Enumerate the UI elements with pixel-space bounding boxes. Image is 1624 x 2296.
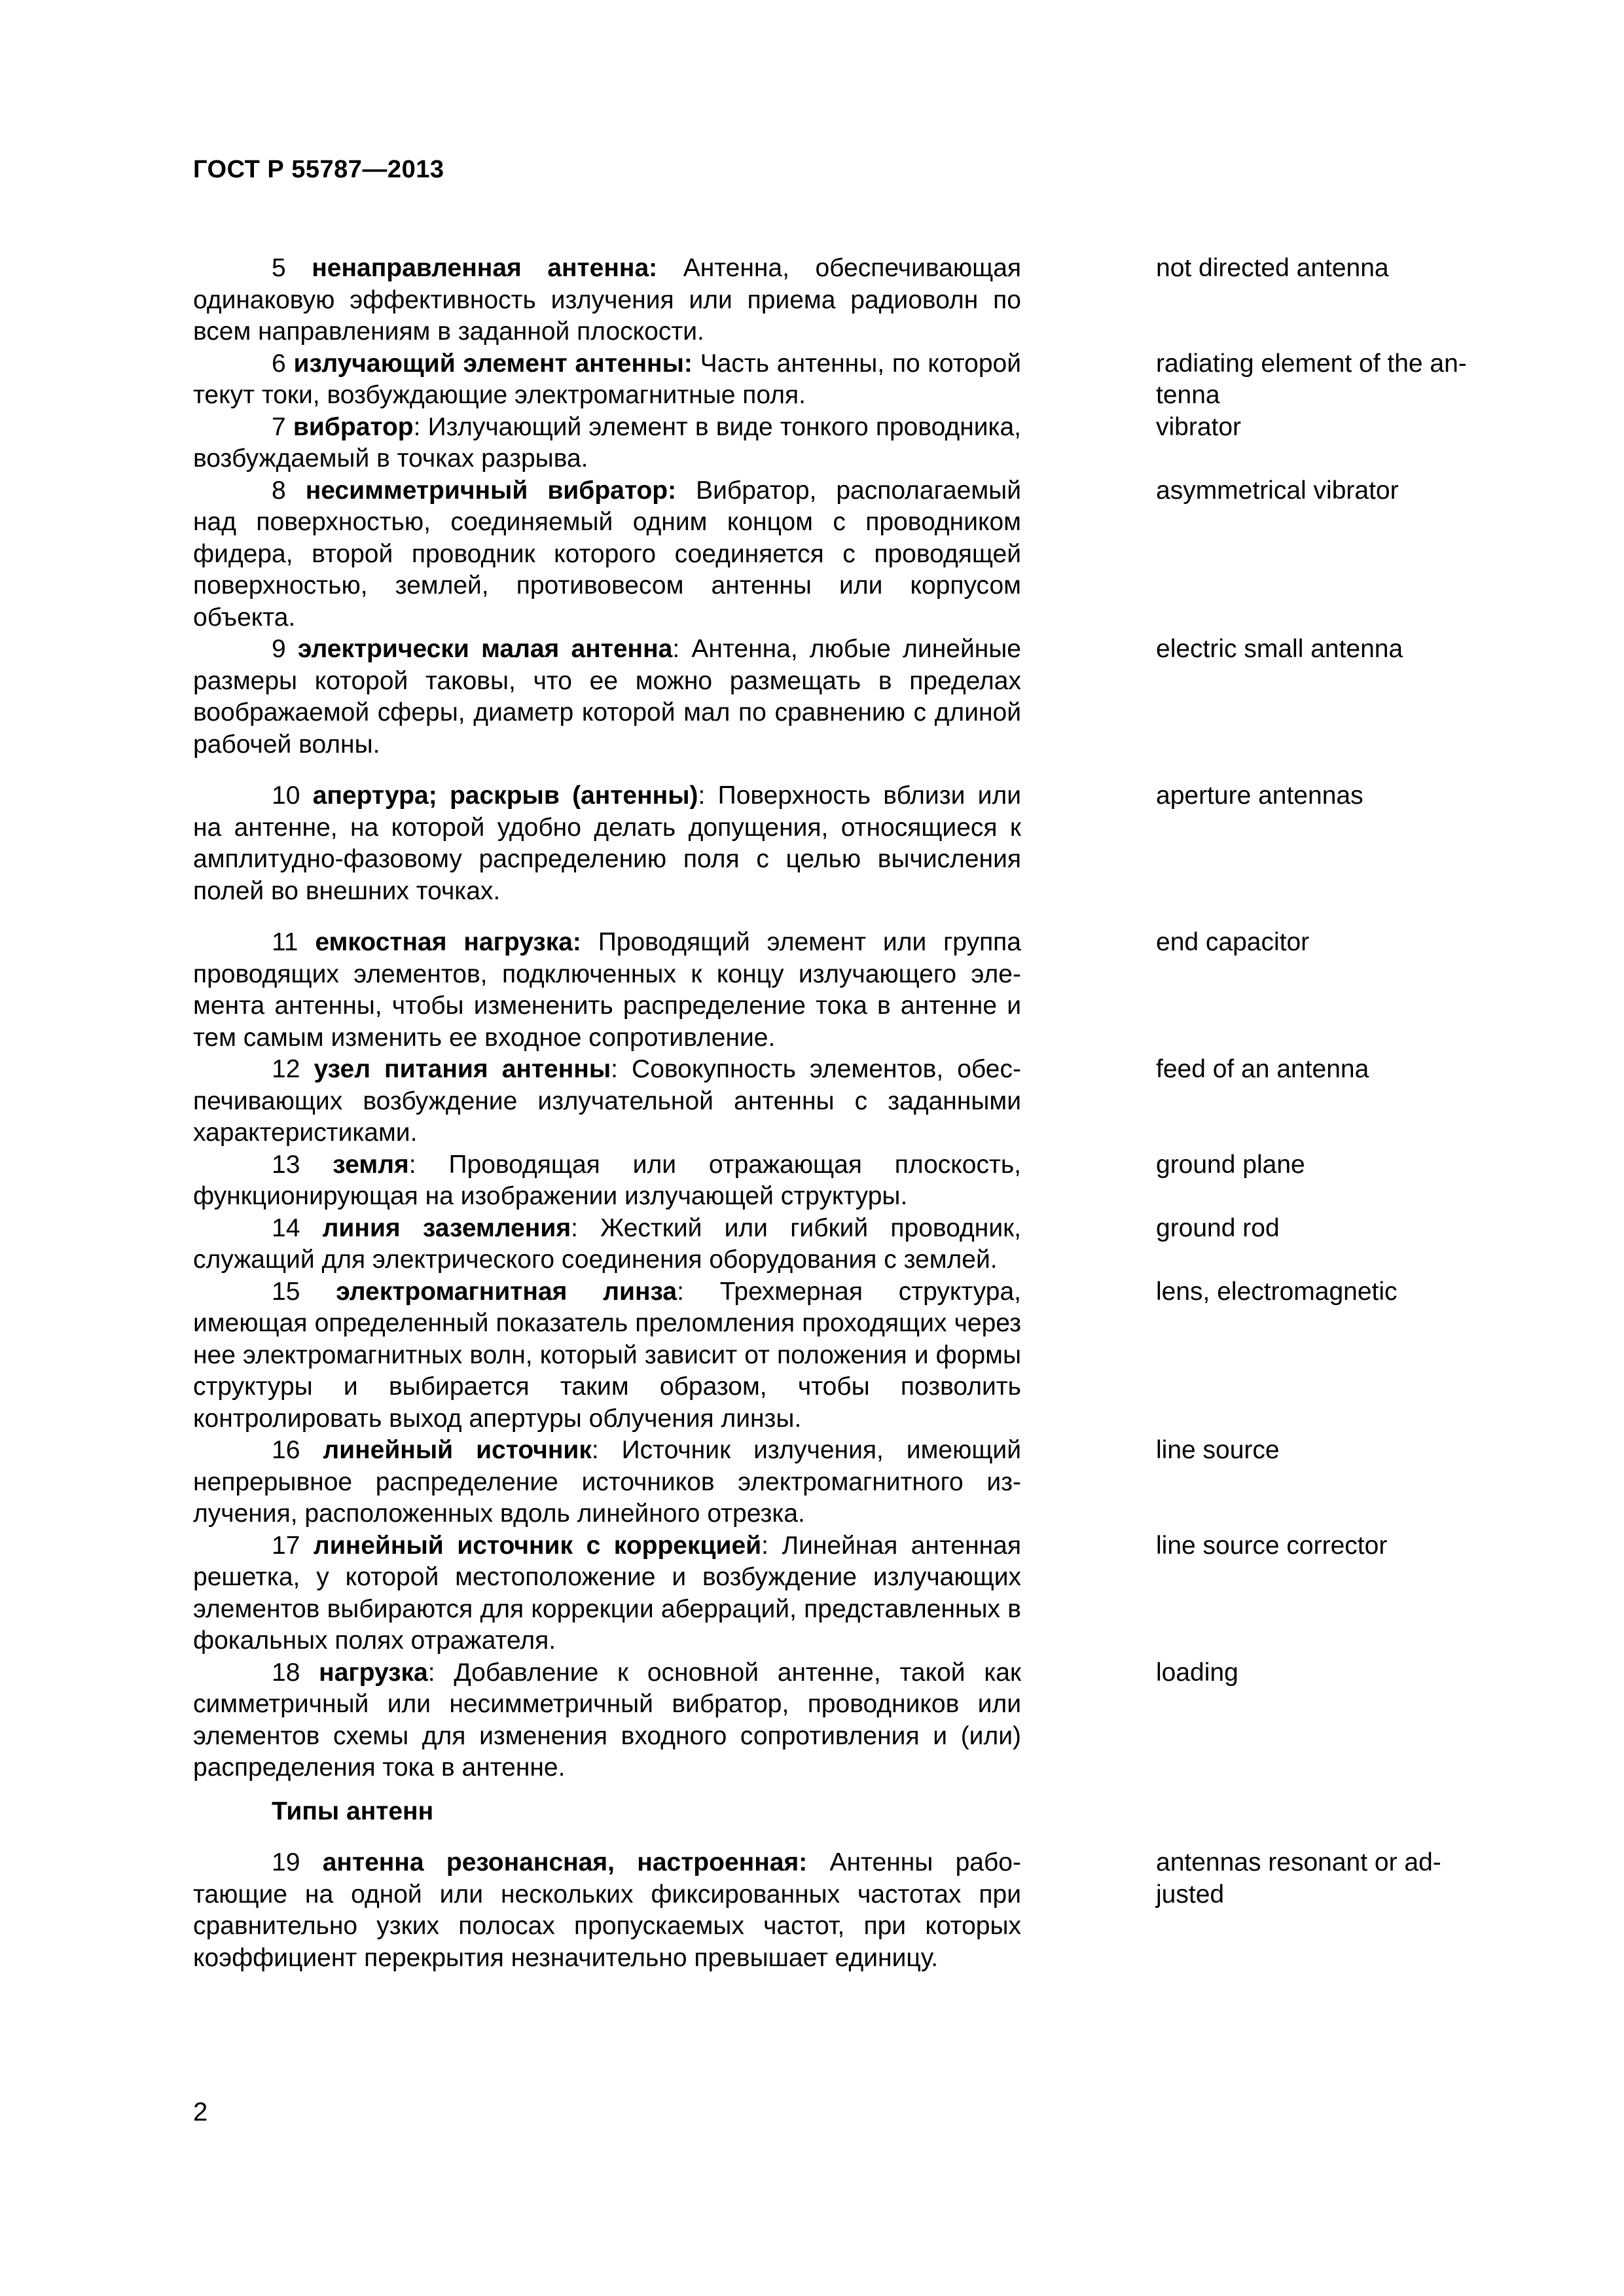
- term-entry-14: [193, 1213, 1502, 1276]
- english-equivalent: antennas resonant or ad-justed: [1156, 1848, 1441, 1909]
- term-name: несимметричный вибратор:: [305, 476, 677, 505]
- term-name: электрически малая антенна: [297, 635, 673, 663]
- english-equivalent: aperture antennas: [1156, 781, 1363, 810]
- term-definition: 12 узел питания антенны: Совокупность элементов, обеспечивающих возбуждение излучательной антенны с заданными характеристиками.: [193, 1055, 1021, 1147]
- term-name: антенна резонансная, настроенная:: [322, 1848, 808, 1876]
- term-name: излучающий элемент антенны:: [293, 349, 693, 378]
- term-definition: 18 нагрузка: Добавление к основной антенне, такой как симметричный или несимметричный вибратор, проводников или элементов схемы для изменения входного сопротивления и (или) распределения тока в антенне.: [193, 1658, 1021, 1782]
- spacer: [193, 761, 1502, 780]
- term-name: электромагнитная линза: [336, 1277, 677, 1306]
- term-definition: 6 излучающий элемент антенны: Часть антенны, по которой текут токи, возбуждающие электромагнитные поля.: [193, 349, 1022, 409]
- term-name: емкостная нагрузка:: [315, 928, 581, 956]
- term-definition: 7 вибратор: Излучающий элемент в виде тонкого проводника, возбуждаемый в точках разрыва.: [193, 412, 1022, 473]
- term-definition: 5 ненаправленная антенна: Антенна, обеспечивающая одинаковую эффективность излучения или приема радиоволн по всем направлениям в заданной плоскости.: [193, 254, 1022, 346]
- english-equivalent: lens, electromagnetic: [1156, 1277, 1398, 1306]
- term-entry-18: [193, 1657, 1502, 1784]
- term-name: линейный источник с коррекцией: [313, 1531, 762, 1560]
- definition-text: : Жесткий или гибкий проводник, служащий для электрического соединения оборудования с землей.: [193, 1213, 1022, 1274]
- term-name: нагрузка: [319, 1658, 428, 1687]
- term-name: узел питания антенны: [314, 1055, 611, 1083]
- term-entry-13: [193, 1149, 1502, 1213]
- definition-text: : Линейная антенная решетка, у которой местоположение и возбуждение излучающих элементов выбираются для коррекции аберраций, представленных в фокальных полях отражателя.: [193, 1531, 1021, 1655]
- definition-text: Антенны работающие на одной или нескольких фиксированных частотах при сравнительно узких полосах пропускаемых частот, при которых коэффициент перекрытия незначительно превышает единицу.: [193, 1848, 1021, 1972]
- term-definition: 19 антенна резонансная, настроенная: Антенны работающие на одной или нескольких фиксированных частотах при сравнительно узких полосах пропускаемых частот, при которых коэффициент перекрытия незначительно превышает единицу.: [193, 1848, 1021, 1972]
- definition-text: : Добавление к основной антенне, такой как симметричный или несимметричный вибратор, проводников или элементов схемы для изменения входного сопротивления и (или) распределения тока в антенне.: [193, 1658, 1021, 1782]
- term-name: ненаправленная антенна:: [312, 254, 658, 282]
- term-name: вибратор: [293, 412, 414, 441]
- english-equivalent: radiating element of the an-tenna: [1156, 349, 1467, 409]
- definition-text: : Антенна, любые линейные размеры которой таковы, что ее можно размещать в пределах воображаемой сферы, диаметр которой мал по сравнению с длиной рабочей волны.: [193, 635, 1021, 759]
- definition-text: Часть антенны, по которой текут токи, возбуждающие электромагнитные поля.: [193, 349, 1022, 409]
- term-entry-6: [193, 348, 1502, 412]
- page-number: 2: [193, 2098, 208, 2126]
- spacer: [193, 907, 1502, 927]
- term-definition: 9 электрически малая антенна: Антенна, любые линейные размеры которой таковы, что ее можно размещать в пределах воображаемой сферы, диаметр которой мал по сравнению с длиной рабочей волны.: [193, 635, 1021, 759]
- term-name: линейный источник: [323, 1436, 592, 1464]
- english-equivalent: electric small antenna: [1156, 635, 1403, 663]
- english-equivalent: vibrator: [1156, 412, 1242, 441]
- section-title: Типы антенн: [272, 1797, 434, 1825]
- english-equivalent: not directed antenna: [1156, 254, 1389, 282]
- definition-text: : Проводящая или отражающая плоскость, функционирующая на изображении излучающей структуры.: [193, 1150, 1021, 1210]
- term-entry-17: [193, 1530, 1502, 1657]
- term-entry-12: [193, 1054, 1502, 1149]
- english-equivalent: line source: [1156, 1436, 1280, 1464]
- term-entry-8: [193, 475, 1502, 634]
- term-definition: 8 несимметричный вибратор: Вибратор, располагаемый над поверхностью, соединяемый одним концом с проводником фидера, второй проводник которого соединяется с проводящей поверхностью, землей, противовесом антенны или корпусом объекта.: [193, 476, 1021, 632]
- term-definition: 11 емкостная нагрузка: Проводящий элемент или группа проводящих элементов, подключенных к концу излучающего элемента антенны, чтобы измененить распределение тока в антенне и тем самым изменить ее входное сопротивление.: [193, 928, 1021, 1052]
- term-definition: 14 линия заземления: Жесткий или гибкий проводник, служащий для электрического соединения оборудования с землей.: [193, 1213, 1022, 1274]
- term-entry-7: [193, 412, 1502, 475]
- term-definition: 10 апертура; раскрыв (антенны): Поверхность вблизи или на антенне, на которой удобно делать допущения, относящиеся к амплитудно-фазовому распределению поля с целью вычисления полей во внешних точках.: [193, 781, 1021, 905]
- definition-text: : Излучающий элемент в виде тонкого проводника, возбуждаемый в точках разрыва.: [193, 412, 1022, 473]
- definition-text: : Совокупность элементов, обеспечивающих возбуждение излучательной антенны с заданными характеристиками.: [193, 1055, 1021, 1147]
- term-definition: 13 земля: Проводящая или отражающая плоскость, функционирующая на изображении излучающей структуры.: [193, 1150, 1021, 1210]
- term-name: земля: [333, 1150, 409, 1179]
- definition-text: : Источник излучения, имеющий непрерывное распределение источников электромагнитного излучения, расположенных вдоль линейного отрезка.: [193, 1436, 1021, 1528]
- term-list: [193, 253, 1502, 1974]
- term-entry-9: [193, 634, 1502, 761]
- english-equivalent: feed of an antenna: [1156, 1055, 1369, 1083]
- english-equivalent: line source corrector: [1156, 1531, 1388, 1560]
- english-equivalent: ground rod: [1156, 1213, 1280, 1242]
- definition-text: Антенна, обеспечивающая одинаковую эффективность излучения или приема радиоволн по всем направлениям в заданной плоскости.: [193, 254, 1022, 346]
- document-header: ГОСТ Р 55787—2013: [193, 156, 444, 183]
- term-entry-19: [193, 1847, 1502, 1974]
- term-entry-5: [193, 253, 1502, 348]
- term-name: линия заземления: [322, 1213, 571, 1242]
- term-entry-11: [193, 927, 1502, 1054]
- english-equivalent: end capacitor: [1156, 928, 1310, 956]
- english-equivalent: asymmetrical vibrator: [1156, 476, 1399, 505]
- definition-text: : Поверхность вблизи или на антенне, на которой удобно делать допущения, относящиеся к амплитудно-фазовому распределению поля с целью вычисления полей во внешних точках.: [193, 781, 1021, 905]
- term-entry-15: [193, 1276, 1502, 1435]
- english-equivalent: loading: [1156, 1658, 1238, 1687]
- english-equivalent: ground plane: [1156, 1150, 1305, 1179]
- term-definition: 15 электромагнитная линза: Трехмерная структура, имеющая определенный показатель преломления проходящих через нее электромагнитных волн, который зависит от положения и формы структуры и выбирается таким образом, чтобы позволить контролировать выход апертуры облучения линзы.: [193, 1277, 1021, 1433]
- definition-text: Вибратор, располагаемый над поверхностью, соединяемый одним концом с проводником фидера, второй проводник которого соединяется с проводящей поверхностью, землей, противовесом антенны или корпусом объекта.: [193, 476, 1021, 632]
- definition-text: Проводящий элемент или группа проводящих элементов, подключенных к концу излучающего элемента антенны, чтобы измененить распределение тока в антенне и тем самым изменить ее входное сопротивление.: [193, 928, 1021, 1052]
- term-name: апертура; раскрыв (антенны): [312, 781, 698, 810]
- definition-text: : Трехмерная структура, имеющая определенный показатель преломления проходящих через нее электромагнитных волн, который зависит от положения и формы структуры и выбирается таким образом, чтобы позволить контролировать выход апертуры облучения линзы.: [193, 1277, 1021, 1433]
- term-entry-10: [193, 780, 1502, 907]
- term-definition: 16 линейный источник: Источник излучения, имеющий непрерывное распределение источников электромагнитного излучения, расположенных вдоль линейного отрезка.: [193, 1436, 1021, 1528]
- term-entry-16: [193, 1435, 1502, 1530]
- term-definition: 17 линейный источник с коррекцией: Линейная антенная решетка, у которой местоположение и возбуждение излучающих элементов выбираются для коррекции аберраций, представленных в фокальных полях отражателя.: [193, 1531, 1021, 1655]
